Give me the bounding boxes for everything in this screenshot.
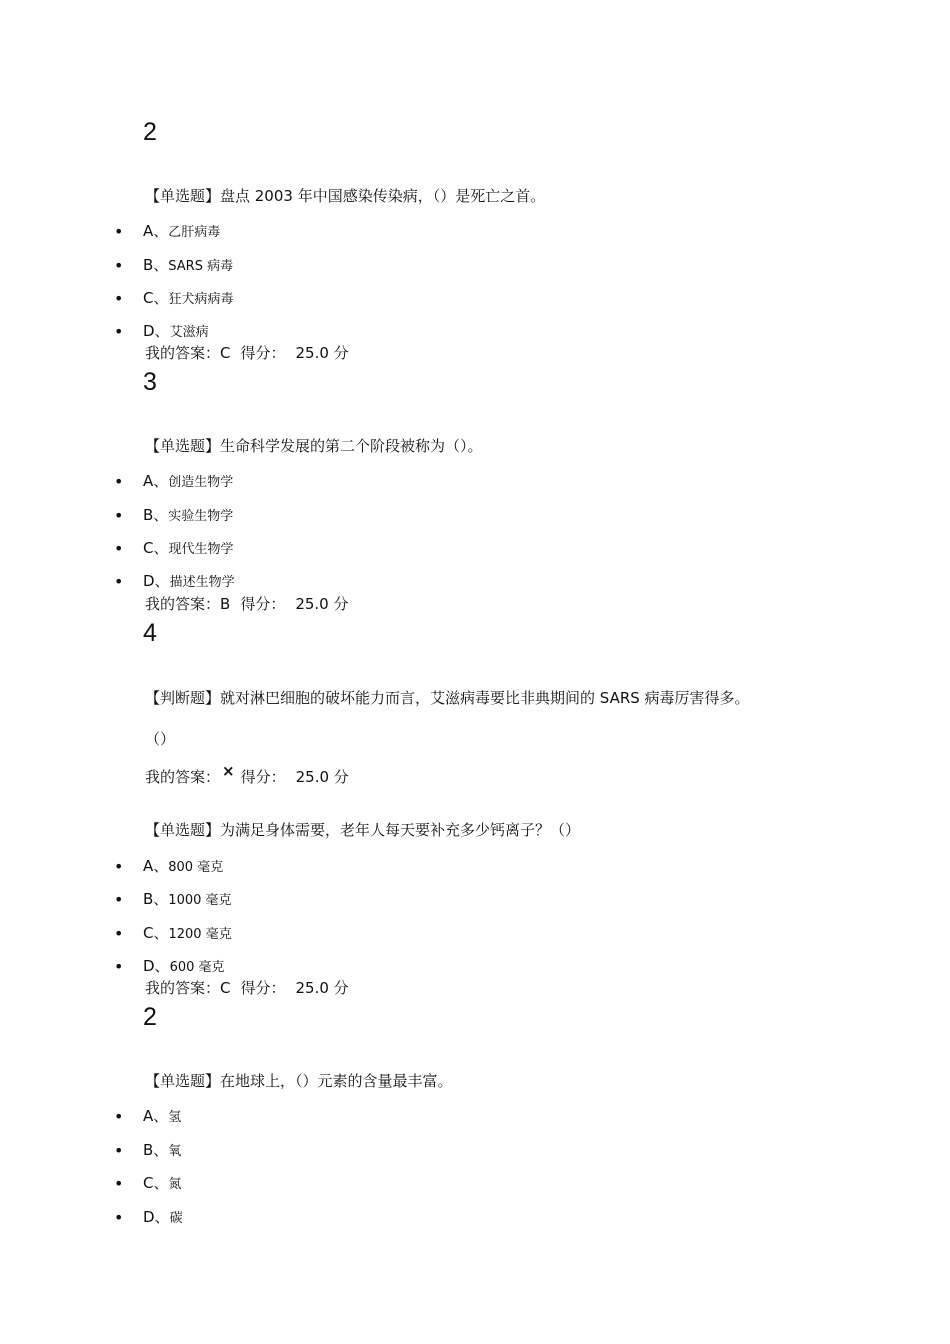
answer-value: B [220, 595, 231, 613]
option-d[interactable] [143, 1207, 183, 1229]
option-letter: B、 [143, 506, 169, 524]
score-value: 25.0 分 [295, 768, 349, 786]
option-b[interactable] [143, 255, 233, 277]
bullet: • [114, 1141, 124, 1160]
option-letter: B、 [143, 890, 169, 908]
cross-mark-icon: × [222, 762, 235, 780]
question-text: 【单选题】生命科学发展的第二个阶段被称为（）。 [145, 437, 483, 455]
option-letter: D、 [143, 322, 170, 340]
option-text: 碳 [169, 1211, 183, 1226]
option-text: 600 毫克 [169, 960, 225, 975]
option-letter: A、 [143, 472, 169, 490]
question-text: 【单选题】在地球上，（）元素的含量最丰富。 [145, 1072, 453, 1090]
option-letter: C、 [143, 924, 169, 942]
question-text: 【判断题】就对淋巴细胞的破坏能力而言，艾滋病毒要比非典期间的 SARS 病毒厉害得多。 [145, 689, 750, 707]
question-number: 2 [143, 118, 157, 146]
score-label: 得分： [240, 979, 286, 997]
option-text: 800 毫克 [168, 860, 224, 875]
score-value: 25.0 分 [295, 344, 349, 362]
option-text: 氢 [168, 1110, 182, 1125]
bullet: • [114, 289, 124, 308]
option-letter: D、 [143, 957, 170, 975]
option-text: 艾滋病 [169, 325, 209, 340]
score-value: 25.0 分 [295, 979, 349, 997]
bullet: • [114, 222, 124, 241]
bullet: • [114, 539, 124, 558]
bullet: • [114, 890, 124, 909]
option-a[interactable] [143, 221, 220, 243]
option-letter: A、 [143, 857, 169, 875]
bullet: • [114, 924, 124, 943]
option-b[interactable] [143, 1140, 181, 1162]
question-number: 2 [143, 1003, 157, 1031]
question-number: 4 [143, 619, 157, 647]
option-text: 现代生物学 [168, 542, 234, 557]
answer-line [145, 343, 349, 363]
answer-line [145, 762, 349, 787]
option-text: 实验生物学 [168, 509, 234, 524]
option-a[interactable] [143, 471, 233, 493]
score-value: 25.0 分 [295, 595, 349, 613]
bullet: • [114, 256, 124, 275]
option-letter: B、 [143, 256, 169, 274]
option-c[interactable] [143, 538, 234, 560]
answer-label: 我的答案： [145, 979, 221, 997]
answer-line [145, 594, 349, 614]
option-text: 氧 [168, 1144, 182, 1159]
option-a[interactable] [143, 856, 223, 878]
bullet: • [114, 1107, 124, 1126]
answer-label: 我的答案： [145, 595, 221, 613]
bullet: • [114, 1208, 124, 1227]
option-c[interactable] [143, 288, 234, 310]
bullet: • [114, 572, 124, 591]
question-text-continued: （） [145, 730, 176, 748]
option-text: 乙肝病毒 [168, 225, 221, 240]
answer-value: C [220, 344, 231, 362]
option-text: 1200 毫克 [168, 927, 232, 942]
option-text: 描述生物学 [169, 575, 235, 590]
question-number: 3 [143, 368, 157, 396]
option-b[interactable] [143, 889, 232, 911]
bullet: • [114, 1174, 124, 1193]
answer-value: C [220, 979, 231, 997]
option-d[interactable] [143, 321, 209, 343]
option-c[interactable] [143, 923, 232, 945]
bullet: • [114, 506, 124, 525]
option-letter: C、 [143, 1174, 169, 1192]
option-letter: B、 [143, 1141, 169, 1159]
option-b[interactable] [143, 505, 233, 527]
option-letter: D、 [143, 572, 170, 590]
option-text: SARS 病毒 [168, 259, 234, 274]
option-letter: D、 [143, 1208, 170, 1226]
option-text: 氮 [168, 1177, 182, 1192]
question-text: 【单选题】盘点 2003 年中国感染传染病，（）是死亡之首。 [145, 187, 546, 205]
option-d[interactable] [143, 956, 225, 978]
score-label: 得分： [240, 344, 286, 362]
answer-label: 我的答案： [145, 344, 221, 362]
score-label: 得分： [240, 595, 286, 613]
answer-line [145, 978, 349, 998]
option-c[interactable] [143, 1173, 182, 1195]
option-a[interactable] [143, 1106, 181, 1128]
option-letter: A、 [143, 1107, 169, 1125]
option-letter: C、 [143, 539, 169, 557]
question-text: 【单选题】为满足身体需要，老年人每天要补充多少钙离子？（） [145, 821, 581, 839]
bullet: • [114, 472, 124, 491]
option-text: 狂犬病病毒 [168, 292, 234, 307]
option-text: 1000 毫克 [168, 893, 232, 908]
score-label: 得分： [240, 768, 286, 786]
bullet: • [114, 957, 124, 976]
bullet: • [114, 857, 124, 876]
answer-label: 我的答案： [145, 768, 221, 786]
option-letter: A、 [143, 222, 169, 240]
bullet: • [114, 322, 124, 341]
option-text: 创造生物学 [168, 475, 234, 490]
option-letter: C、 [143, 289, 169, 307]
option-d[interactable] [143, 571, 235, 593]
